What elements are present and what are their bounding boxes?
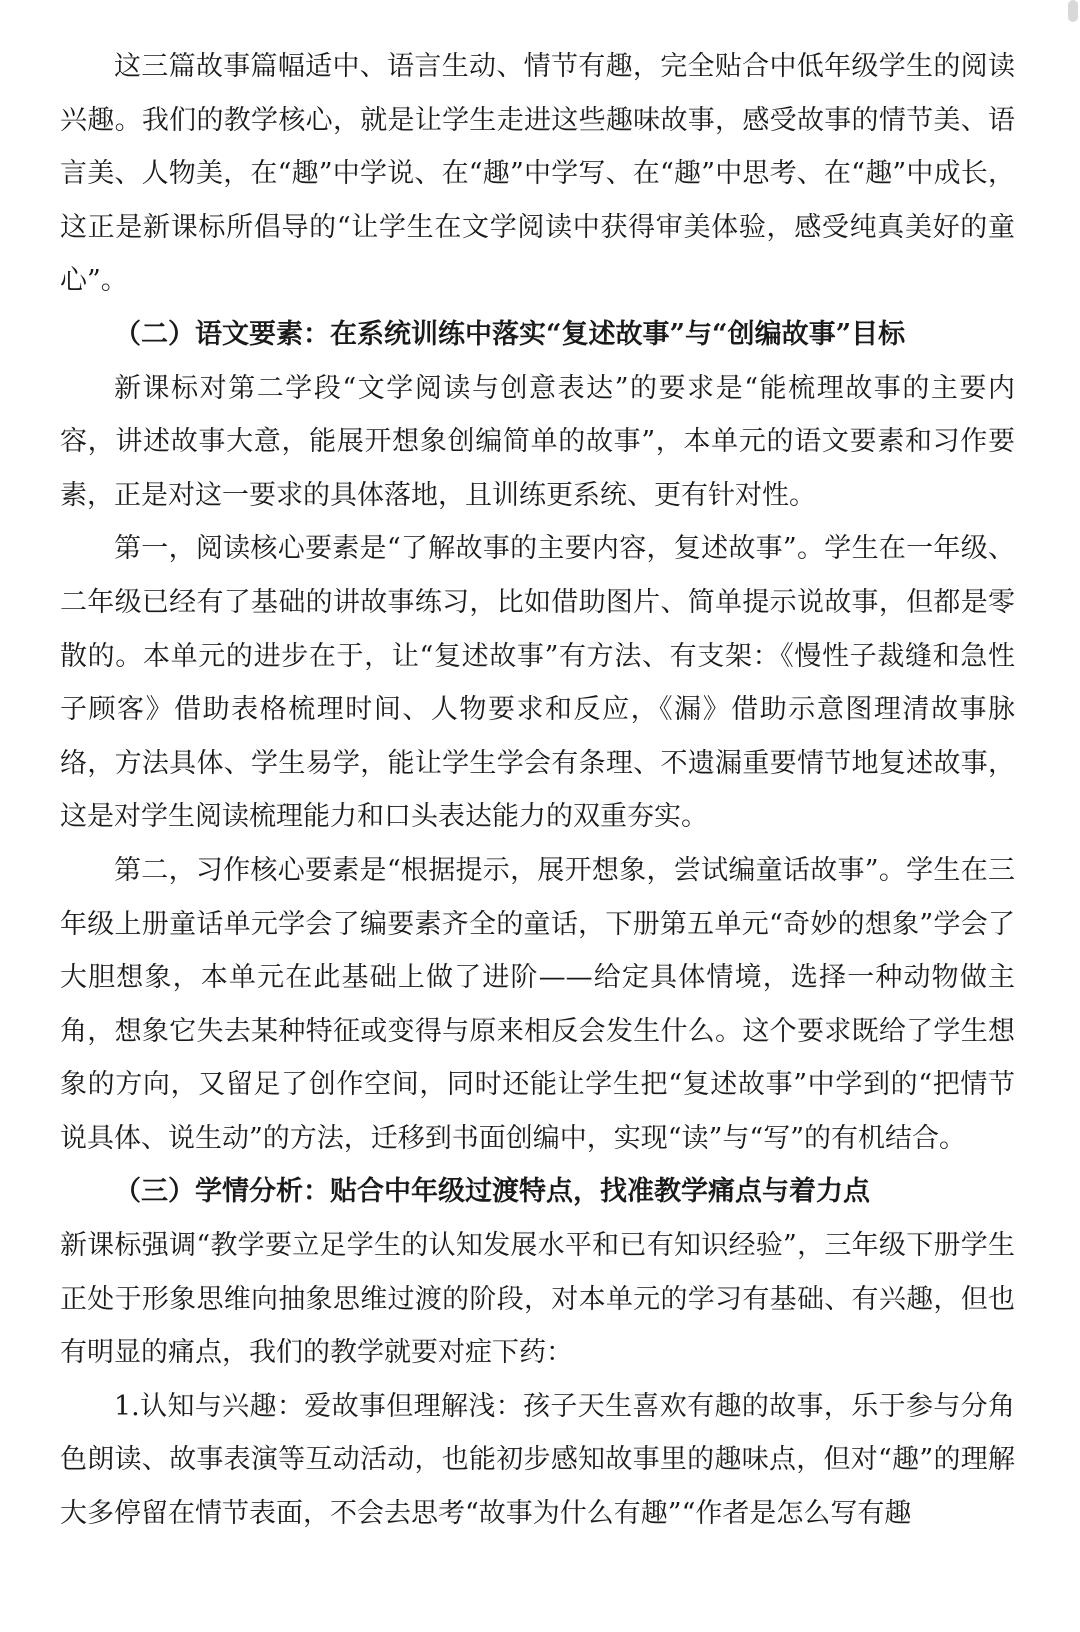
section-heading-2: （二）语文要素：在系统训练中落实“复述故事”与“创编故事”目标 [114, 318, 906, 350]
section-heading-3: （三）学情分析：贴合中年级过渡特点，找准教学痛点与着力点 [114, 1176, 870, 1208]
paragraph-writing-element: 第二，习作核心要素是“根据提示，展开想象，尝试编童话故事”。学生在三年级上册童话单元学会了编要素齐全的童话，下册第五单元“奇妙的想象”学会了大胆想象，本单元在此基础上做了进阶——给定具体情境，选择一种动物做主角，想象它失去某种特征或变得与原来相反会发生什么。这个要求既给了学生想象的方向，又留足了创作空间，同时还能让学生把“复述故事”中学到的“把情节说具体、说生动”的方法，迁移到书面创编中，实现“读”与“写”的有机结合。 [60, 854, 1015, 1154]
document-body [60, 40, 1015, 1541]
paragraph-curriculum-standard: 新课标对第二学段“文学阅读与创意表达”的要求是“能梳理故事的主要内容，讲述故事大意，能展开想象创编简单的故事”，本单元的语文要素和习作要素，正是对这一要求的具体落地，且训练更系统、更有针对性。 [60, 372, 1015, 511]
scrollbar[interactable] [1062, 0, 1080, 1632]
scrollbar-thumb[interactable] [1068, 0, 1078, 22]
paragraph-learner-analysis: 新课标强调“教学要立足学生的认知发展水平和已有知识经验”，三年级下册学生正处于形象思维向抽象思维过渡的阶段，对本单元的学习有基础、有兴趣，但也有明显的痛点，我们的教学就要对症下药： [60, 1230, 1015, 1369]
paragraph-reading-element: 第一，阅读核心要素是“了解故事的主要内容，复述故事”。学生在一年级、二年级已经有了基础的讲故事练习，比如借助图片、简单提示说故事，但都是零散的。本单元的进步在于，让“复述故事”有方法、有支架：《慢性子裁缝和急性子顾客》借助表格梳理时间、人物要求和反应，《漏》借助示意图理清故事脉络，方法具体、学生易学，能让学生学会有条理、不遗漏重要情节地复述故事，这是对学生阅读梳理能力和口头表达能力的双重夯实。 [60, 533, 1015, 833]
paragraph-story-interest: 这三篇故事篇幅适中、语言生动、情节有趣，完全贴合中低年级学生的阅读兴趣。我们的教学核心，就是让学生走进这些趣味故事，感受故事的情节美、语言美、人物美，在“趣”中学说、在“趣”中学写、在“趣”中思考、在“趣”中成长，这正是新课标所倡导的“让学生在文学阅读中获得审美体验，感受纯真美好的童心”。 [60, 51, 1015, 297]
paragraph-cognition-interest: 1.认知与兴趣：爱故事但理解浅：孩子天生喜欢有趣的故事，乐于参与分角色朗读、故事表演等互动活动，也能初步感知故事里的趣味点，但对“趣”的理解大多停留在情节表面，不会去思考“故事为什么有趣”“作者是怎么写有趣 [60, 1390, 1015, 1530]
